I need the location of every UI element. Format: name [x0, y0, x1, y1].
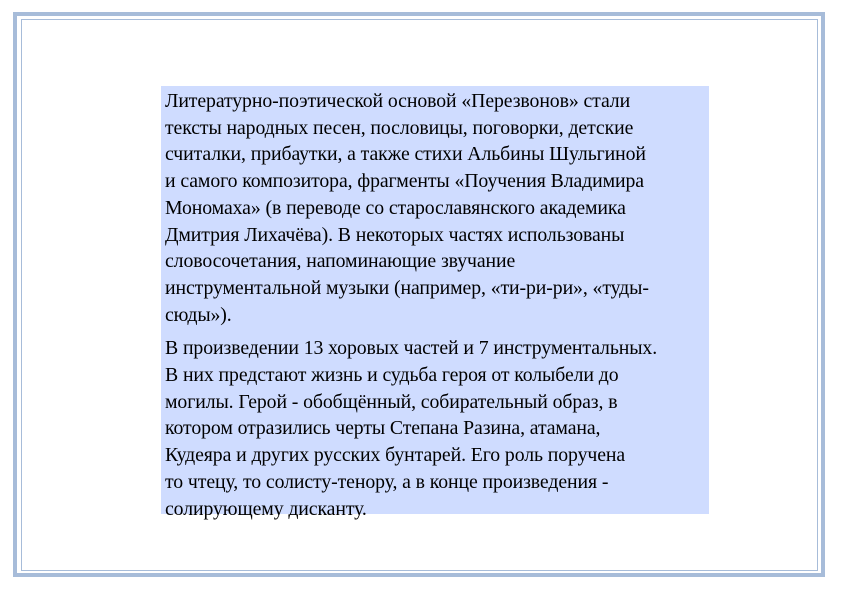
text-box	[161, 86, 709, 520]
paragraph-composition-structure: В произведении 13 хоровых частей и 7 инструментальных. В них предстают жизнь и судьба героя от колыбели до могилы. Герой - обобщённый, собирательный образ, в котором отразились черты Степана Разина, атамана, Кудеяра и других русских бунтарей. Его роль поручена то чтецу, то солисту-тенору, а в конце произведения - солирующему дисканту.	[165, 337, 658, 520]
paragraph-literary-basis: Литературно-поэтической основой «Перезвонов» стали тексты народных песен, пословицы, поговорки, детские считалки, прибаутки, а также стихи Альбины Шульгиной и самого композитора, фрагменты «Поучения Владимира Мономаха» (в переводе со старославянского академика Дмитрия Лихачёва). В некоторых частях использованы словосочетания, напоминающие звучание инструментальной музыки (например, «ти-ри-ри», «туды- сюды»).	[165, 90, 649, 326]
